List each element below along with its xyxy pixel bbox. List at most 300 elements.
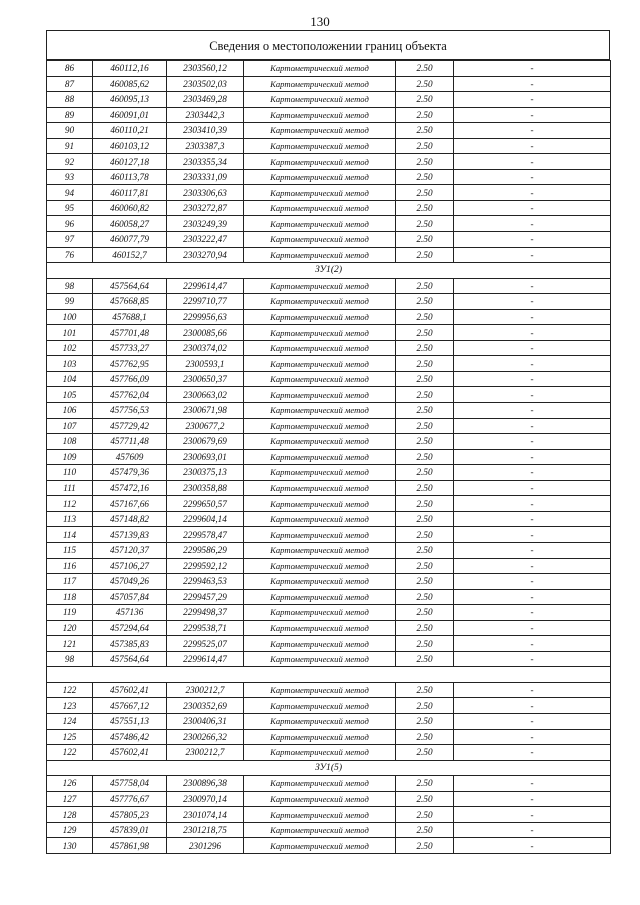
point-number-cell: 128 — [47, 807, 93, 823]
point-number-cell: 107 — [47, 418, 93, 434]
table-row — [47, 682, 611, 698]
method-cell: Картометрический метод — [244, 154, 396, 170]
table-row — [47, 216, 611, 232]
accuracy-cell: 2.50 — [396, 449, 454, 465]
section-label: ЗУ1(5) — [47, 760, 611, 776]
table-row — [47, 542, 611, 558]
method-cell: Картометрический метод — [244, 92, 396, 108]
table-row — [47, 713, 611, 729]
description-cell: - — [454, 776, 611, 792]
table-row — [47, 589, 611, 605]
method-cell: Картометрический метод — [244, 589, 396, 605]
accuracy-cell: 2.50 — [396, 418, 454, 434]
accuracy-cell: 2.50 — [396, 340, 454, 356]
y-coordinate-cell: 2299614,47 — [167, 651, 244, 667]
method-cell: Картометрический метод — [244, 698, 396, 714]
description-cell: - — [454, 123, 611, 139]
point-number-cell: 130 — [47, 838, 93, 854]
x-coordinate-cell: 460110,21 — [93, 123, 167, 139]
point-number-cell: 129 — [47, 822, 93, 838]
x-coordinate-cell: 457839,01 — [93, 822, 167, 838]
accuracy-cell: 2.50 — [396, 791, 454, 807]
point-number-cell: 99 — [47, 294, 93, 310]
y-coordinate-cell: 2300358,88 — [167, 480, 244, 496]
method-cell: Картометрический метод — [244, 682, 396, 698]
point-number-cell: 108 — [47, 434, 93, 450]
method-cell: Картометрический метод — [244, 480, 396, 496]
accuracy-cell: 2.50 — [396, 92, 454, 108]
description-cell: - — [454, 636, 611, 652]
description-cell: - — [454, 682, 611, 698]
y-coordinate-cell: 2299956,63 — [167, 309, 244, 325]
description-cell: - — [454, 807, 611, 823]
accuracy-cell: 2.50 — [396, 294, 454, 310]
description-cell: - — [454, 791, 611, 807]
x-coordinate-cell: 457668,85 — [93, 294, 167, 310]
point-number-cell: 121 — [47, 636, 93, 652]
y-coordinate-cell: 2299498,37 — [167, 605, 244, 621]
table-row — [47, 698, 611, 714]
table-row — [47, 200, 611, 216]
x-coordinate-cell: 457167,66 — [93, 496, 167, 512]
description-cell: - — [454, 511, 611, 527]
accuracy-cell: 2.50 — [396, 325, 454, 341]
description-cell: - — [454, 574, 611, 590]
x-coordinate-cell: 460127,18 — [93, 154, 167, 170]
method-cell: Картометрический метод — [244, 294, 396, 310]
method-cell: Картометрический метод — [244, 138, 396, 154]
boundary-sheet — [46, 30, 610, 854]
point-number-cell: 115 — [47, 542, 93, 558]
method-cell: Картометрический метод — [244, 776, 396, 792]
point-number-cell: 92 — [47, 154, 93, 170]
y-coordinate-cell: 2299650,57 — [167, 496, 244, 512]
method-cell: Картометрический метод — [244, 511, 396, 527]
y-coordinate-cell: 2303306,63 — [167, 185, 244, 201]
x-coordinate-cell: 457602,41 — [93, 745, 167, 761]
accuracy-cell: 2.50 — [396, 138, 454, 154]
accuracy-cell: 2.50 — [396, 76, 454, 92]
table-row — [47, 92, 611, 108]
method-cell: Картометрический метод — [244, 169, 396, 185]
x-coordinate-cell: 457564,64 — [93, 651, 167, 667]
y-coordinate-cell: 2303331,09 — [167, 169, 244, 185]
accuracy-cell: 2.50 — [396, 154, 454, 170]
method-cell: Картометрический метод — [244, 636, 396, 652]
y-coordinate-cell: 2303270,94 — [167, 247, 244, 263]
point-number-cell: 87 — [47, 76, 93, 92]
table-row — [47, 340, 611, 356]
description-cell: - — [454, 651, 611, 667]
table-row — [47, 169, 611, 185]
table-row — [47, 620, 611, 636]
accuracy-cell: 2.50 — [396, 713, 454, 729]
y-coordinate-cell: 2303560,12 — [167, 61, 244, 77]
method-cell: Картометрический метод — [244, 822, 396, 838]
table-row — [47, 480, 611, 496]
method-cell: Картометрический метод — [244, 403, 396, 419]
x-coordinate-cell: 457758,04 — [93, 776, 167, 792]
table-row — [47, 107, 611, 123]
method-cell: Картометрический метод — [244, 418, 396, 434]
accuracy-cell: 2.50 — [396, 745, 454, 761]
accuracy-cell: 2.50 — [396, 527, 454, 543]
point-number-cell: 90 — [47, 123, 93, 139]
method-cell: Картометрический метод — [244, 200, 396, 216]
table-row — [47, 434, 611, 450]
description-cell: - — [454, 92, 611, 108]
x-coordinate-cell: 457729,42 — [93, 418, 167, 434]
point-number-cell: 117 — [47, 574, 93, 590]
x-coordinate-cell: 460117,81 — [93, 185, 167, 201]
description-cell: - — [454, 589, 611, 605]
y-coordinate-cell: 2303410,39 — [167, 123, 244, 139]
description-cell: - — [454, 729, 611, 745]
table-row — [47, 465, 611, 481]
point-number-cell: 106 — [47, 403, 93, 419]
point-number-cell: 100 — [47, 309, 93, 325]
method-cell: Картометрический метод — [244, 247, 396, 263]
y-coordinate-cell: 2303442,3 — [167, 107, 244, 123]
y-coordinate-cell: 2300677,2 — [167, 418, 244, 434]
x-coordinate-cell: 457139,83 — [93, 527, 167, 543]
table-row — [47, 574, 611, 590]
table-row — [47, 403, 611, 419]
y-coordinate-cell: 2303502,03 — [167, 76, 244, 92]
x-coordinate-cell: 457861,98 — [93, 838, 167, 854]
method-cell: Картометрический метод — [244, 465, 396, 481]
accuracy-cell: 2.50 — [396, 107, 454, 123]
y-coordinate-cell: 2300406,31 — [167, 713, 244, 729]
x-coordinate-cell: 457057,84 — [93, 589, 167, 605]
description-cell: - — [454, 356, 611, 372]
x-coordinate-cell: 457776,67 — [93, 791, 167, 807]
description-cell: - — [454, 449, 611, 465]
page-number: 130 — [310, 14, 330, 29]
accuracy-cell: 2.50 — [396, 371, 454, 387]
method-cell: Картометрический метод — [244, 651, 396, 667]
y-coordinate-cell: 2301296 — [167, 838, 244, 854]
point-number-cell: 122 — [47, 745, 93, 761]
description-cell: - — [454, 309, 611, 325]
point-number-cell: 111 — [47, 480, 93, 496]
point-number-cell: 123 — [47, 698, 93, 714]
y-coordinate-cell: 2299457,29 — [167, 589, 244, 605]
description-cell: - — [454, 278, 611, 294]
method-cell: Картометрический метод — [244, 605, 396, 621]
x-coordinate-cell: 457486,42 — [93, 729, 167, 745]
table-row — [47, 776, 611, 792]
description-cell: - — [454, 247, 611, 263]
table-row — [47, 496, 611, 512]
table-row — [47, 651, 611, 667]
method-cell: Картометрический метод — [244, 449, 396, 465]
point-number-cell: 93 — [47, 169, 93, 185]
description-cell: - — [454, 434, 611, 450]
x-coordinate-cell: 457762,04 — [93, 387, 167, 403]
x-coordinate-cell: 460152,7 — [93, 247, 167, 263]
table-row — [47, 511, 611, 527]
description-cell: - — [454, 294, 611, 310]
accuracy-cell: 2.50 — [396, 698, 454, 714]
method-cell: Картометрический метод — [244, 216, 396, 232]
description-cell: - — [454, 169, 611, 185]
description-cell: - — [454, 822, 611, 838]
y-coordinate-cell: 2300896,38 — [167, 776, 244, 792]
description-cell: - — [454, 154, 611, 170]
description-cell: - — [454, 745, 611, 761]
accuracy-cell: 2.50 — [396, 200, 454, 216]
accuracy-cell: 2.50 — [396, 465, 454, 481]
description-cell: - — [454, 620, 611, 636]
method-cell: Картометрический метод — [244, 76, 396, 92]
x-coordinate-cell: 460091,01 — [93, 107, 167, 123]
y-coordinate-cell: 2299592,12 — [167, 558, 244, 574]
point-number-cell: 94 — [47, 185, 93, 201]
y-coordinate-cell: 2300212,7 — [167, 745, 244, 761]
method-cell: Картометрический метод — [244, 791, 396, 807]
table-row — [47, 527, 611, 543]
description-cell: - — [454, 200, 611, 216]
method-cell: Картометрический метод — [244, 123, 396, 139]
accuracy-cell: 2.50 — [396, 496, 454, 512]
y-coordinate-cell: 2300671,98 — [167, 403, 244, 419]
description-cell: - — [454, 418, 611, 434]
x-coordinate-cell: 457120,37 — [93, 542, 167, 558]
y-coordinate-cell: 2299604,14 — [167, 511, 244, 527]
description-cell: - — [454, 232, 611, 248]
point-number-cell: 97 — [47, 232, 93, 248]
y-coordinate-cell: 2300352,69 — [167, 698, 244, 714]
point-number-cell: 112 — [47, 496, 93, 512]
description-cell: - — [454, 371, 611, 387]
accuracy-cell: 2.50 — [396, 480, 454, 496]
method-cell: Картометрический метод — [244, 107, 396, 123]
point-number-cell: 124 — [47, 713, 93, 729]
accuracy-cell: 2.50 — [396, 356, 454, 372]
table-row — [47, 822, 611, 838]
x-coordinate-cell: 457766,09 — [93, 371, 167, 387]
method-cell: Картометрический метод — [244, 278, 396, 294]
table-row — [47, 605, 611, 621]
accuracy-cell: 2.50 — [396, 185, 454, 201]
y-coordinate-cell: 2300085,66 — [167, 325, 244, 341]
y-coordinate-cell: 2299578,47 — [167, 527, 244, 543]
table-row — [47, 729, 611, 745]
y-coordinate-cell: 2303222,47 — [167, 232, 244, 248]
section-label: ЗУ1(2) — [47, 263, 611, 279]
accuracy-cell: 2.50 — [396, 278, 454, 294]
table-row — [47, 76, 611, 92]
method-cell: Картометрический метод — [244, 387, 396, 403]
point-number-cell: 109 — [47, 449, 93, 465]
accuracy-cell: 2.50 — [396, 636, 454, 652]
description-cell: - — [454, 527, 611, 543]
accuracy-cell: 2.50 — [396, 61, 454, 77]
point-number-cell: 114 — [47, 527, 93, 543]
coordinates-table — [46, 60, 611, 854]
accuracy-cell: 2.50 — [396, 838, 454, 854]
accuracy-cell: 2.50 — [396, 651, 454, 667]
x-coordinate-cell: 457294,64 — [93, 620, 167, 636]
accuracy-cell: 2.50 — [396, 589, 454, 605]
table-row — [47, 745, 611, 761]
table-row — [47, 636, 611, 652]
x-coordinate-cell: 460085,62 — [93, 76, 167, 92]
method-cell: Картометрический метод — [244, 729, 396, 745]
method-cell: Картометрический метод — [244, 838, 396, 854]
point-number-cell: 101 — [47, 325, 93, 341]
section-row — [47, 760, 611, 776]
description-cell: - — [454, 698, 611, 714]
point-number-cell: 76 — [47, 247, 93, 263]
x-coordinate-cell: 460113,78 — [93, 169, 167, 185]
method-cell: Картометрический метод — [244, 434, 396, 450]
description-cell: - — [454, 713, 611, 729]
method-cell: Картометрический метод — [244, 371, 396, 387]
point-number-cell: 98 — [47, 278, 93, 294]
accuracy-cell: 2.50 — [396, 169, 454, 185]
accuracy-cell: 2.50 — [396, 216, 454, 232]
point-number-cell: 96 — [47, 216, 93, 232]
y-coordinate-cell: 2300663,02 — [167, 387, 244, 403]
description-cell: - — [454, 138, 611, 154]
x-coordinate-cell: 457609 — [93, 449, 167, 465]
point-number-cell: 110 — [47, 465, 93, 481]
x-coordinate-cell: 457136 — [93, 605, 167, 621]
y-coordinate-cell: 2300266,32 — [167, 729, 244, 745]
point-number-cell: 127 — [47, 791, 93, 807]
table-row — [47, 449, 611, 465]
y-coordinate-cell: 2299710,77 — [167, 294, 244, 310]
method-cell: Картометрический метод — [244, 61, 396, 77]
section-label — [47, 667, 611, 683]
point-number-cell: 122 — [47, 682, 93, 698]
point-number-cell: 103 — [47, 356, 93, 372]
method-cell: Картометрический метод — [244, 496, 396, 512]
x-coordinate-cell: 460077,79 — [93, 232, 167, 248]
table-row — [47, 558, 611, 574]
x-coordinate-cell: 457564,64 — [93, 278, 167, 294]
point-number-cell: 89 — [47, 107, 93, 123]
point-number-cell: 126 — [47, 776, 93, 792]
description-cell: - — [454, 340, 611, 356]
y-coordinate-cell: 2300375,13 — [167, 465, 244, 481]
table-row — [47, 232, 611, 248]
accuracy-cell: 2.50 — [396, 542, 454, 558]
x-coordinate-cell: 457733,27 — [93, 340, 167, 356]
table-row — [47, 138, 611, 154]
y-coordinate-cell: 2301074,14 — [167, 807, 244, 823]
table-row — [47, 387, 611, 403]
accuracy-cell: 2.50 — [396, 123, 454, 139]
y-coordinate-cell: 2303469,28 — [167, 92, 244, 108]
x-coordinate-cell: 457106,27 — [93, 558, 167, 574]
description-cell: - — [454, 61, 611, 77]
method-cell: Картометрический метод — [244, 232, 396, 248]
y-coordinate-cell: 2303249,39 — [167, 216, 244, 232]
method-cell: Картометрический метод — [244, 527, 396, 543]
table-row — [47, 247, 611, 263]
accuracy-cell: 2.50 — [396, 776, 454, 792]
table-row — [47, 356, 611, 372]
accuracy-cell: 2.50 — [396, 309, 454, 325]
y-coordinate-cell: 2299614,47 — [167, 278, 244, 294]
y-coordinate-cell: 2301218,75 — [167, 822, 244, 838]
point-number-cell: 118 — [47, 589, 93, 605]
x-coordinate-cell: 457472,16 — [93, 480, 167, 496]
point-number-cell: 113 — [47, 511, 93, 527]
section-row — [47, 667, 611, 683]
y-coordinate-cell: 2303272,87 — [167, 200, 244, 216]
accuracy-cell: 2.50 — [396, 511, 454, 527]
method-cell: Картометрический метод — [244, 807, 396, 823]
point-number-cell: 88 — [47, 92, 93, 108]
accuracy-cell: 2.50 — [396, 558, 454, 574]
description-cell: - — [454, 558, 611, 574]
description-cell: - — [454, 76, 611, 92]
accuracy-cell: 2.50 — [396, 620, 454, 636]
description-cell: - — [454, 107, 611, 123]
table-row — [47, 185, 611, 201]
coordinates-table-body — [47, 61, 611, 854]
point-number-cell: 104 — [47, 371, 93, 387]
description-cell: - — [454, 403, 611, 419]
y-coordinate-cell: 2300970,14 — [167, 791, 244, 807]
y-coordinate-cell: 2300679,69 — [167, 434, 244, 450]
table-row — [47, 309, 611, 325]
accuracy-cell: 2.50 — [396, 247, 454, 263]
x-coordinate-cell: 457148,82 — [93, 511, 167, 527]
table-title: Сведения о местоположении границ объекта — [46, 30, 610, 60]
x-coordinate-cell: 460112,16 — [93, 61, 167, 77]
x-coordinate-cell: 457479,36 — [93, 465, 167, 481]
table-row — [47, 278, 611, 294]
accuracy-cell: 2.50 — [396, 387, 454, 403]
y-coordinate-cell: 2303355,34 — [167, 154, 244, 170]
method-cell: Картометрический метод — [244, 558, 396, 574]
table-row — [47, 61, 611, 77]
y-coordinate-cell: 2299538,71 — [167, 620, 244, 636]
table-row — [47, 838, 611, 854]
point-number-cell: 95 — [47, 200, 93, 216]
y-coordinate-cell: 2300650,37 — [167, 371, 244, 387]
y-coordinate-cell: 2300212,7 — [167, 682, 244, 698]
x-coordinate-cell: 460060,82 — [93, 200, 167, 216]
x-coordinate-cell: 457602,41 — [93, 682, 167, 698]
x-coordinate-cell: 460103,12 — [93, 138, 167, 154]
point-number-cell: 98 — [47, 651, 93, 667]
description-cell: - — [454, 216, 611, 232]
accuracy-cell: 2.50 — [396, 232, 454, 248]
x-coordinate-cell: 457756,53 — [93, 403, 167, 419]
table-row — [47, 807, 611, 823]
method-cell: Картометрический метод — [244, 340, 396, 356]
description-cell: - — [454, 838, 611, 854]
y-coordinate-cell: 2299463,53 — [167, 574, 244, 590]
y-coordinate-cell: 2300593,1 — [167, 356, 244, 372]
method-cell: Картометрический метод — [244, 542, 396, 558]
y-coordinate-cell: 2300374,02 — [167, 340, 244, 356]
accuracy-cell: 2.50 — [396, 403, 454, 419]
accuracy-cell: 2.50 — [396, 729, 454, 745]
x-coordinate-cell: 457762,95 — [93, 356, 167, 372]
description-cell: - — [454, 185, 611, 201]
method-cell: Картометрический метод — [244, 356, 396, 372]
x-coordinate-cell: 457049,26 — [93, 574, 167, 590]
description-cell: - — [454, 542, 611, 558]
y-coordinate-cell: 2303387,3 — [167, 138, 244, 154]
